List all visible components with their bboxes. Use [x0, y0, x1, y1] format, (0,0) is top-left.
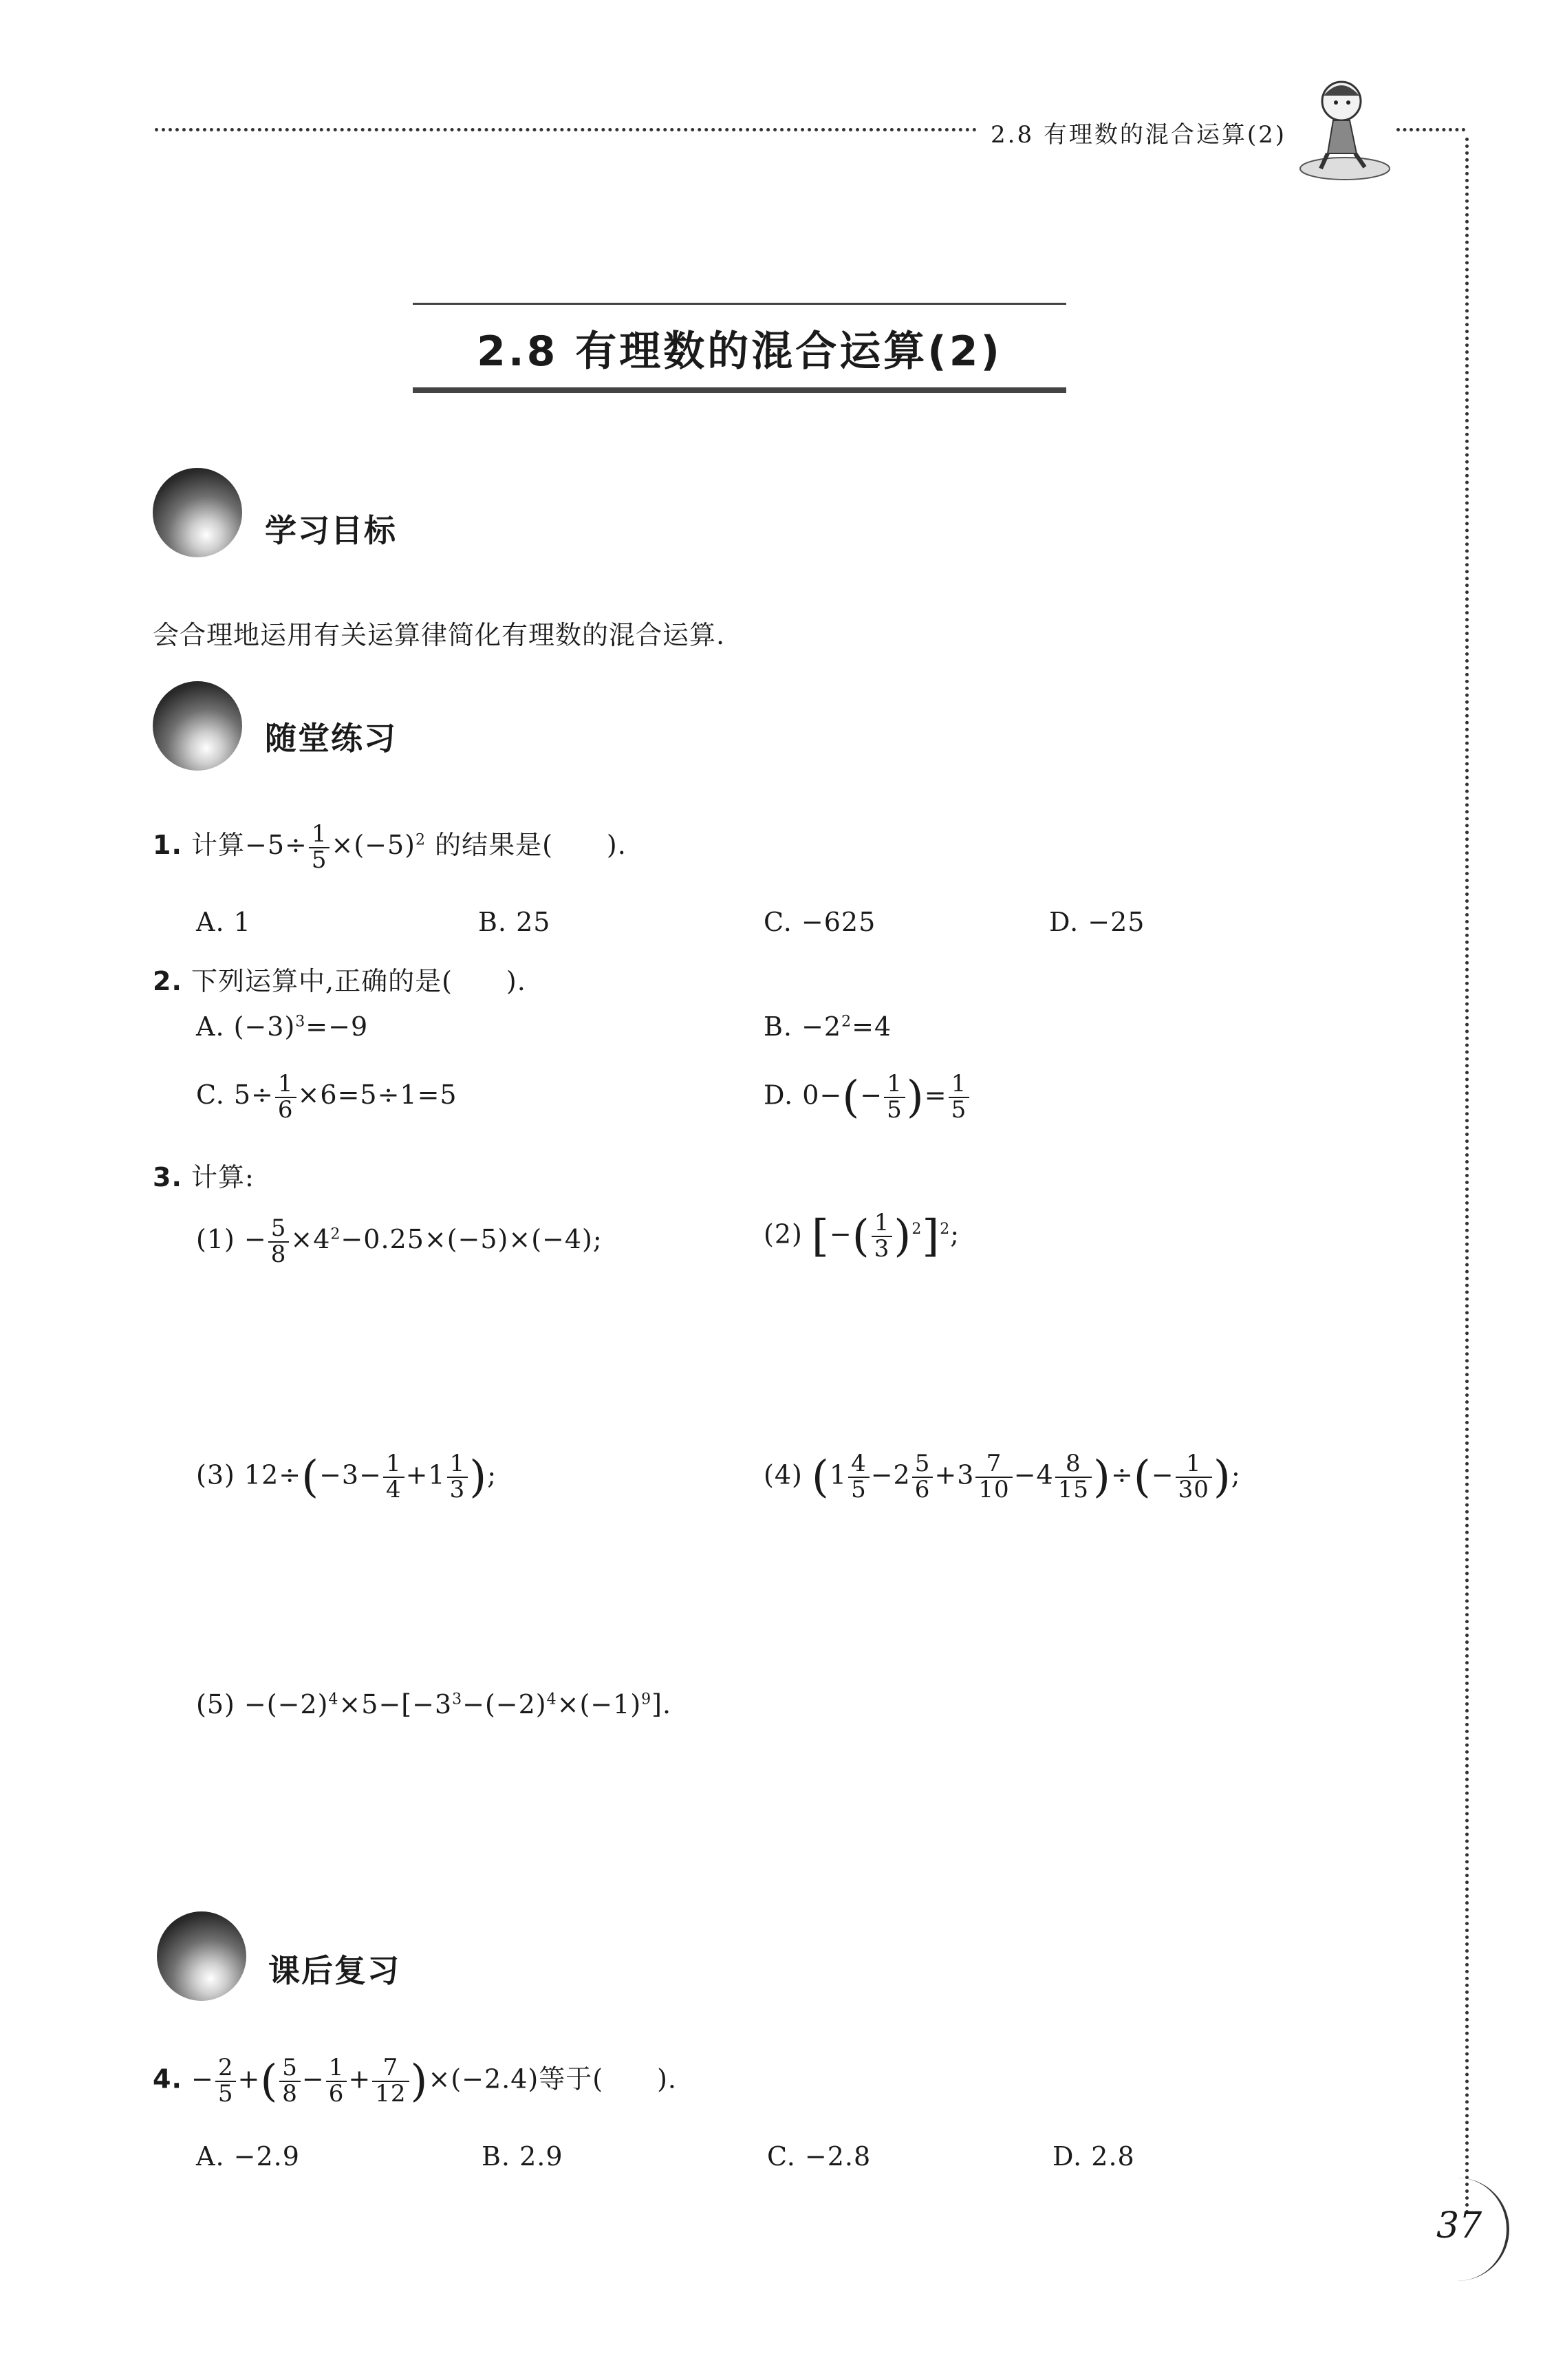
header-rule-left [155, 128, 977, 131]
question-1: 1. 计算−5÷ $\frac{1}{5}$ $\times(-5)^2$ 的结果是( ). [153, 820, 627, 874]
fraction: $\frac{1}{5}$ [884, 1072, 905, 1122]
fraction: $\frac{1}{6}$ [326, 2056, 347, 2106]
lesson-title [413, 303, 1066, 393]
q3-part-4: (4) (1 $\frac{4}{5}$ −2 $\frac{5}{6}$ +3 $\frac{7}{10}$ −4 $\frac{8}{15}$ )÷(− $\frac{1}{30}$ ); [764, 1450, 1241, 1503]
fraction: $\frac{1}{4}$ [383, 1452, 404, 1502]
q2-option-c: C. 5÷ $\frac{1}{6}$ ×6=5÷1=5 [196, 1070, 457, 1124]
objectives-text: 会合理地运用有关运算律简化有理数的混合运算. [153, 620, 726, 650]
q4-option-c: C. −2.8 [767, 2141, 872, 2172]
fraction: $\frac{5}{6}$ [912, 1452, 933, 1502]
q4-option-d: D. 2.8 [1053, 2141, 1135, 2172]
fraction: $\frac{4}{5}$ [848, 1452, 870, 1502]
running-title: 2.8 有理数的混合运算(2) [991, 121, 1287, 149]
q3-part-1: (1) − $\frac{5}{8}$ $\times 4^2-0.25\times(-5)\times(-4)$; [196, 1214, 603, 1268]
question-3: 3. 计算: [153, 1162, 255, 1192]
section-title-objectives: 学习目标 [265, 512, 397, 549]
fraction: $\frac{7}{12}$ [372, 2056, 409, 2106]
fraction: $\frac{2}{5}$ [215, 2056, 237, 2106]
q1-option-b: B. 25 [478, 907, 551, 937]
fraction: $\frac{1}{3}$ [447, 1452, 468, 1502]
fraction: $\frac{1}{5}$ [309, 822, 330, 872]
fraction: $\frac{8}{15}$ [1055, 1452, 1092, 1502]
fraction: $\frac{5}{8}$ [268, 1216, 290, 1267]
section-title-practice: 随堂练习 [265, 720, 397, 757]
q2-option-b: B. $-2^2=4$ [764, 1011, 892, 1042]
fraction: $\frac{5}{8}$ [279, 2056, 301, 2106]
q3-part-3: (3) 12÷(−3− $\frac{1}{4}$ +1 $\frac{1}{3}$ ); [196, 1450, 497, 1503]
header-rule-right [1396, 128, 1465, 131]
globe-icon [153, 468, 242, 557]
q4-option-b: B. 2.9 [482, 2141, 563, 2172]
q1-option-c: C. −625 [764, 907, 876, 937]
lesson-title-text: 2.8 有理数的混合运算(2) [477, 328, 1002, 376]
fraction: $\frac{1}{6}$ [275, 1072, 296, 1122]
q2-option-d: D. 0−(− $\frac{1}{5}$ )= $\frac{1}{5}$ [764, 1072, 971, 1123]
fraction: $\frac{1}{30}$ [1176, 1452, 1212, 1502]
section-title-review: 课后复习 [268, 1952, 400, 1989]
page-number: 37 [1436, 2205, 1482, 2247]
q1-option-a: A. 1 [196, 907, 251, 937]
fraction: $\frac{1}{5}$ [949, 1072, 970, 1122]
fraction: $\frac{7}{10}$ [975, 1452, 1012, 1502]
mascot-icon [1293, 72, 1396, 182]
q2-option-a: A. $(-3)^3=-9$ [196, 1011, 369, 1042]
fraction: $\frac{1}{3}$ [872, 1211, 893, 1261]
q3-part-5: $(5) -(-2)^4\times 5-[-3^3-(-2)^4\times(-1)^9]$. [196, 1689, 672, 1719]
page-margin-rule [1465, 138, 1469, 2216]
globe-icon [157, 1911, 246, 2001]
question-4: 4. − $\frac{2}{5}$ +( $\frac{5}{8}$ − $\frac{1}{6}$ + $\frac{7}{12}$ )×(−2.4)等于( ). [153, 2054, 677, 2108]
question-2: 2. 下列运算中,正确的是( ). [153, 966, 526, 996]
globe-icon [153, 681, 242, 771]
q4-option-a: A. −2.9 [196, 2141, 300, 2172]
q3-part-2: (2) [−( $\frac{1}{3}$ )$^2$]$^2$; [764, 1209, 960, 1263]
q1-option-d: D. −25 [1049, 907, 1145, 937]
